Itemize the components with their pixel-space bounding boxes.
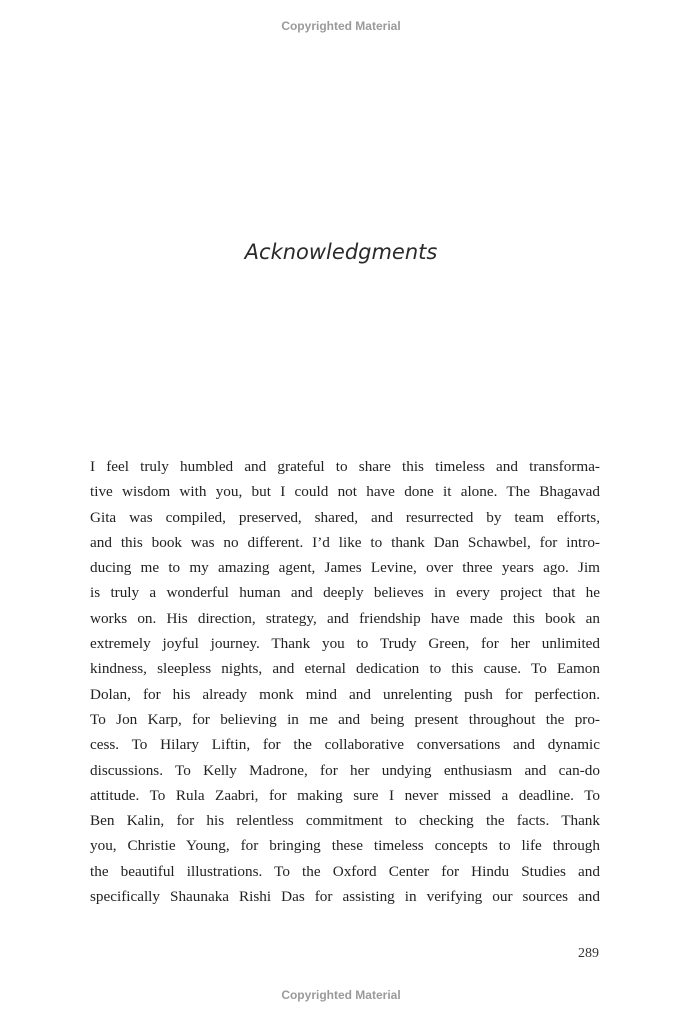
body-paragraph — [90, 454, 600, 909]
text-line: To Jon Karp, for believing in me and being present throughout the pro- — [90, 710, 600, 728]
text-line: Ben Kalin, for his relentless commitment to checking the facts. Thank — [90, 812, 600, 830]
text-line: discussions. To Kelly Madrone, for her undying enthusiasm and can-do — [90, 761, 600, 779]
chapter-title: Acknowledgments — [244, 240, 438, 264]
text-line: ducing me to my amazing agent, James Levine, over three years ago. Jim — [90, 559, 600, 577]
text-line: Dolan, for his already monk mind and unrelenting push for perfection. — [90, 685, 600, 703]
text-line: cess. To Hilary Liftin, for the collaborative conversations and dynamic — [90, 736, 600, 754]
text-line: Gita was compiled, preserved, shared, and resurrected by team efforts, — [90, 508, 600, 526]
text-line: and this book was no different. I’d like to thank Dan Schawbel, for intro- — [90, 533, 600, 551]
text-line: the beautiful illustrations. To the Oxford Center for Hindu Studies and — [90, 862, 600, 880]
text-line: is truly a wonderful human and deeply believes in every project that he — [90, 584, 600, 602]
text-line: kindness, sleepless nights, and eternal dedication to this cause. To Eamon — [90, 660, 600, 678]
text-line: extremely joyful journey. Thank you to Trudy Green, for her unlimited — [90, 635, 600, 653]
text-line: you, Christie Young, for bringing these timeless concepts to life through — [90, 837, 600, 855]
text-line: tive wisdom with you, but I could not have done it alone. The Bhagavad — [90, 483, 600, 501]
text-line: works on. His direction, strategy, and friendship have made this book an — [90, 609, 600, 627]
text-line: I feel truly humbled and grateful to share this timeless and transforma- — [90, 458, 600, 475]
copyright-watermark-bottom: Copyrighted Material — [281, 988, 401, 1002]
copyright-watermark-top: Copyrighted Material — [281, 19, 401, 33]
text-line: specifically Shaunaka Rishi Das for assisting in verifying our sources and — [90, 888, 600, 906]
text-line: attitude. To Rula Zaabri, for making sure I never missed a deadline. To — [90, 786, 600, 804]
page-number: 289 — [578, 946, 599, 961]
